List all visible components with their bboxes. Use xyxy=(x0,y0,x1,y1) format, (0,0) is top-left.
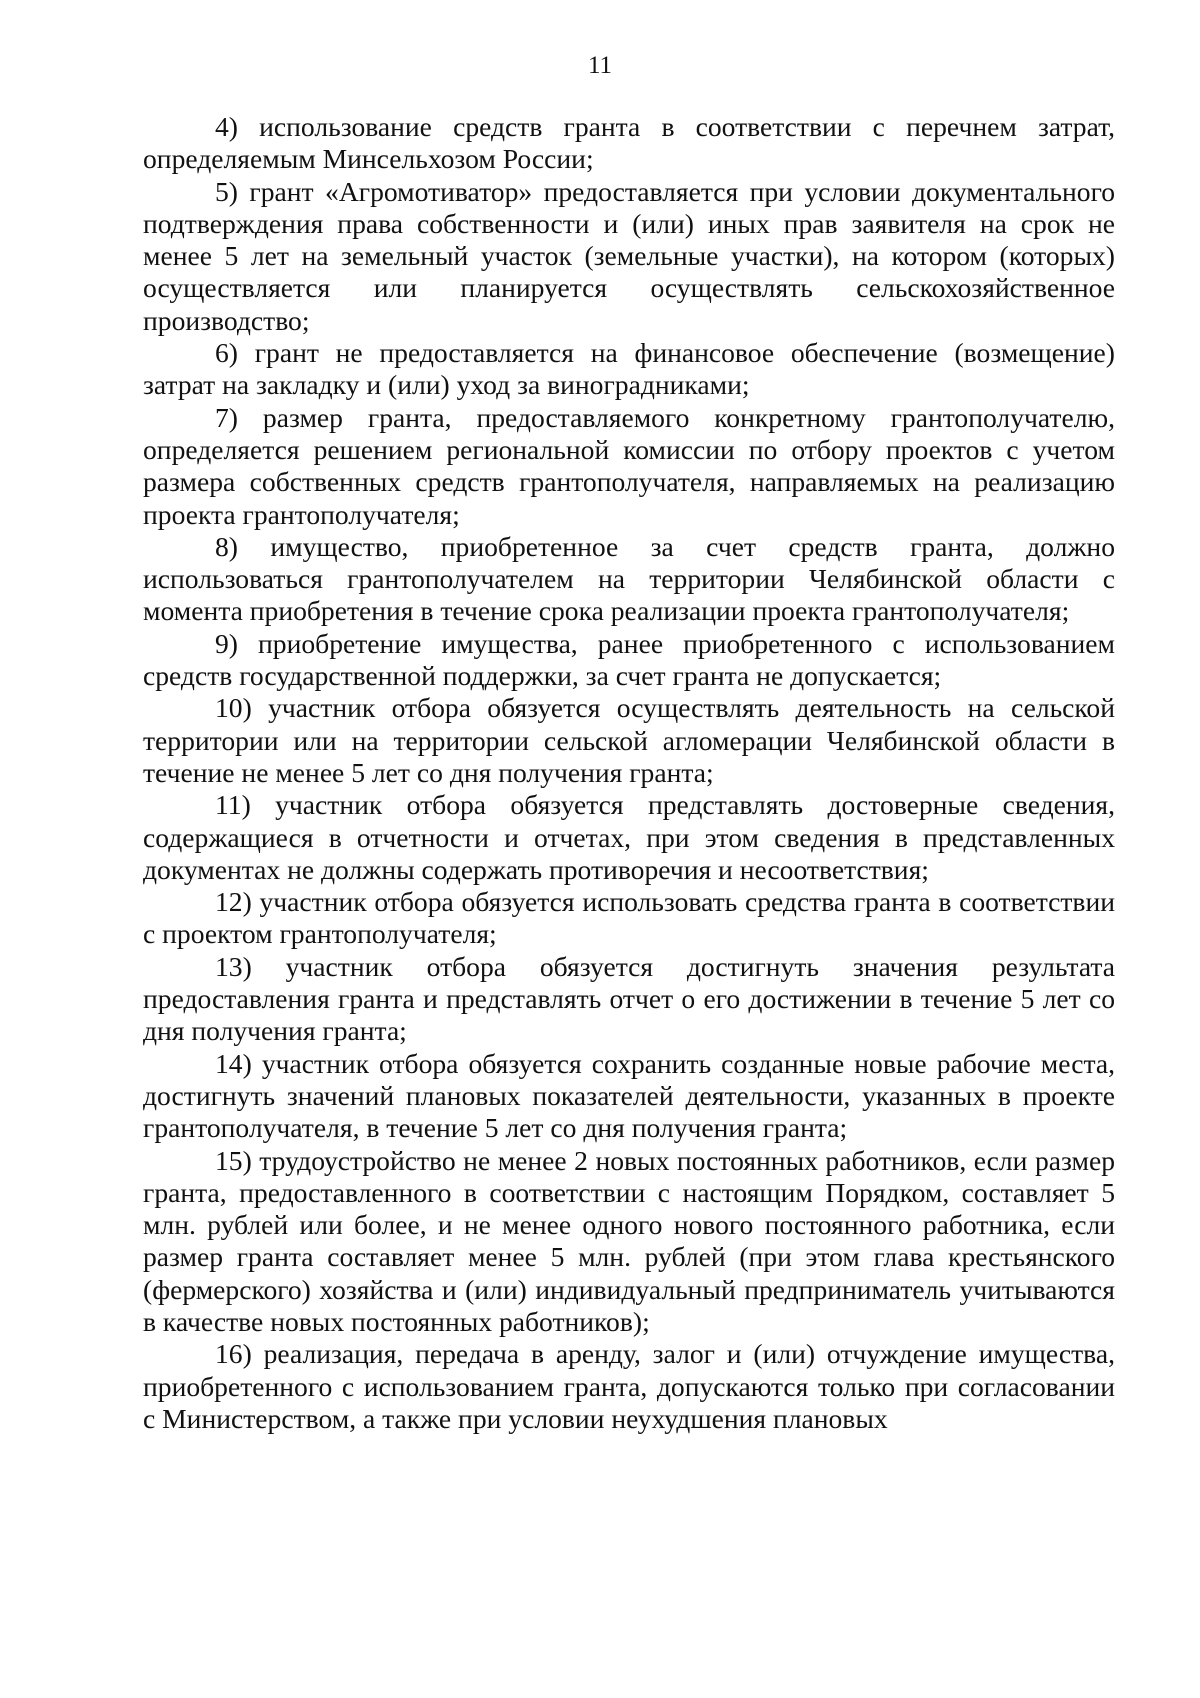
paragraph-item-9: 9) приобретение имущества, ранее приобретенного с использованием средств государственной поддержки, за счет гранта не допускается; xyxy=(143,627,1115,692)
paragraph-item-13: 13) участник отбора обязуется достигнуть значения результата предоставления гранта и представлять отчет о его достижении в течение 5 лет со дня получения гранта; xyxy=(143,950,1115,1047)
paragraph-item-11: 11) участник отбора обязуется представлять достоверные сведения, содержащиеся в отчетности и отчетах, при этом сведения в представленных документах не должны содержать противоречия и несоответствия; xyxy=(143,789,1115,885)
page-number: 11 xyxy=(587,52,613,79)
document-body xyxy=(143,111,1115,1435)
paragraph-item-7: 7) размер гранта, предоставляемого конкретному грантополучателю, определяется решением региональной комиссии по отбору проектов с учетом размера собственных средств грантополучателя, направляемых на реализацию проекта грантополучателя; xyxy=(143,401,1115,530)
paragraph-item-14: 14) участник отбора обязуется сохранить созданные новые рабочие места, достигнуть значений плановых показателей деятельности, указанных в проекте грантополучателя, в течение 5 лет со дня получения гранта; xyxy=(143,1047,1115,1144)
paragraph-item-8: 8) имущество, приобретенное за счет средств гранта, должно использоваться грантополучателем на территории Челябинской области с момента приобретения в течение срока реализации проекта грантополучателя; xyxy=(143,530,1115,627)
paragraph-item-12: 12) участник отбора обязуется использовать средства гранта в соответствии с проектом грантополучателя; xyxy=(143,886,1115,950)
paragraph-item-16: 16) реализация, передача в аренду, залог и (или) отчуждение имущества, приобретенного с использованием гранта, допускаются только при согласовании с Министерством, а также при условии неухудшения плановых xyxy=(143,1338,1115,1434)
paragraph-item-10: 10) участник отбора обязуется осуществлять деятельность на сельской территории или на территории сельской агломерации Челябинской области в течение не менее 5 лет со дня получения гранта; xyxy=(143,692,1115,788)
paragraph-item-5: 5) грант «Агромотиватор» предоставляется при условии документального подтверждения права собственности и (или) иных прав заявителя на срок не менее 5 лет на земельный участок (земельные участки), на котором (которых) осуществляется или планируется осуществлять сельскохозяйственное производство; xyxy=(143,175,1115,336)
paragraph-item-15: 15) трудоустройство не менее 2 новых постоянных работников, если размер гранта, предоставленного в соответствии с настоящим Порядком, составляет 5 млн. рублей или более, и не менее одного нового постоянного работника, если размер гранта составляет менее 5 млн. рублей (при этом глава крестьянского (фермерского) хозяйства и (или) индивидуальный предприниматель учитываются в качестве новых постоянных работников); xyxy=(143,1144,1115,1337)
paragraph-item-4: 4) использование средств гранта в соответствии с перечнем затрат, определяемым Минсельхозом России; xyxy=(143,111,1115,175)
paragraph-item-6: 6) грант не предоставляется на финансовое обеспечение (возмещение) затрат на закладку и (или) уход за виноградниками; xyxy=(143,337,1115,401)
